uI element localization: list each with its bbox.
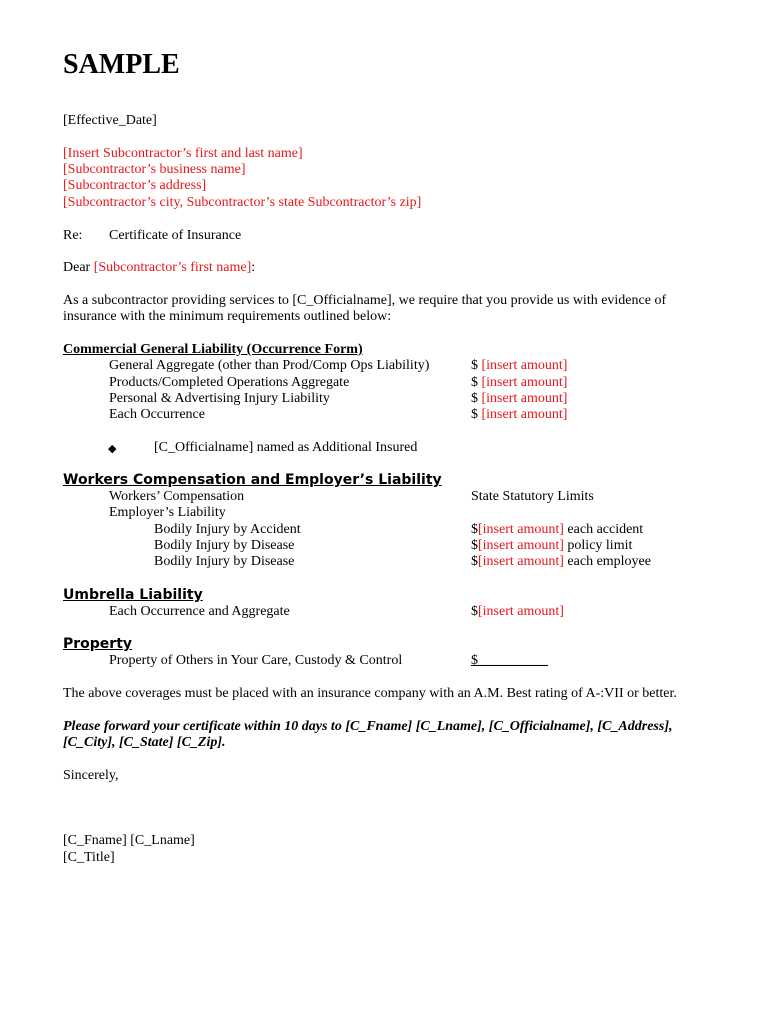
workers-row-label: Bodily Injury by Disease <box>154 554 295 569</box>
recipient-name: [Insert Subcontractor’s first and last name] <box>63 146 303 161</box>
workers-row-amount: $[insert amount] policy limit <box>471 538 633 553</box>
property-label: Property of Others in Your Care, Custody & Control <box>109 653 403 668</box>
recipient-address: [Subcontractor’s address] <box>63 178 207 193</box>
workers-row-amount: $[insert amount] each employee <box>471 554 651 569</box>
employers-liability-label: Employer’s Liability <box>109 505 226 520</box>
workers-row-label: Bodily Injury by Disease <box>154 538 295 553</box>
effective-date: [Effective_Date] <box>63 113 157 128</box>
cgl-row-amount: $ [insert amount] <box>471 375 568 390</box>
cgl-row-amount: $ [insert amount] <box>471 391 568 406</box>
document-title: SAMPLE <box>63 49 180 80</box>
workers-comp-label: Workers’ Compensation <box>109 489 245 504</box>
recipient-business: [Subcontractor’s business name] <box>63 162 246 177</box>
workers-comp-value: State Statutory Limits <box>471 489 594 504</box>
forward-instruction-line-2: [C_City], [C_State] [C_Zip]. <box>63 735 226 750</box>
cgl-row-amount: $ [insert amount] <box>471 358 568 373</box>
signature-name: [C_Fname] [C_Lname] <box>63 833 195 848</box>
re-label: Re: <box>63 228 83 243</box>
cgl-heading: Commercial General Liability (Occurrence Form) <box>63 342 363 357</box>
intro-line-1: As a subcontractor providing services to [C_Officialname], we require that you provide us with evidence of <box>63 293 667 308</box>
cgl-row-label: General Aggregate (other than Prod/Comp Ops Liability) <box>109 358 430 373</box>
property-heading: Property <box>63 636 133 652</box>
cgl-row-label: Each Occurrence <box>109 407 205 422</box>
cgl-row-label: Products/Completed Operations Aggregate <box>109 375 350 390</box>
re-text: Certificate of Insurance <box>109 228 242 243</box>
greeting-prefix: Dear <box>63 260 94 275</box>
umbrella-heading: Umbrella Liability <box>63 587 203 603</box>
workers-row-label: Bodily Injury by Accident <box>154 522 301 537</box>
intro-line-2: insurance with the minimum requirements outlined below: <box>63 309 392 324</box>
additional-insured-bullet: [C_Officialname] named as Additional Insured <box>154 440 418 455</box>
cgl-row-label: Personal & Advertising Injury Liability <box>109 391 330 406</box>
workers-row-amount: $[insert amount] each accident <box>471 522 644 537</box>
forward-instruction-line-1: Please forward your certificate within 10 days to [C_Fname] [C_Lname], [C_Officialname], [C_Address], <box>63 719 673 734</box>
cgl-row-amount: $ [insert amount] <box>471 407 568 422</box>
umbrella-amount: $[insert amount] <box>471 604 564 619</box>
property-amount-blank: $__________ <box>471 653 548 668</box>
coverage-note: The above coverages must be placed with an insurance company with an A.M. Best rating of A-:VII or better. <box>63 686 677 701</box>
greeting-name: [Subcontractor’s first name] <box>93 260 252 275</box>
recipient-city-state-zip: [Subcontractor’s city, Subcontractor’s state Subcontractor’s zip] <box>63 195 422 210</box>
diamond-bullet-icon: ◆ <box>108 443 117 455</box>
closing: Sincerely, <box>63 768 119 783</box>
umbrella-label: Each Occurrence and Aggregate <box>109 604 290 619</box>
signature-title: [C_Title] <box>63 850 115 865</box>
greeting <box>63 260 255 276</box>
workers-heading: Workers Compensation and Employer’s Liability <box>63 472 442 488</box>
greeting-suffix: : <box>251 260 256 275</box>
